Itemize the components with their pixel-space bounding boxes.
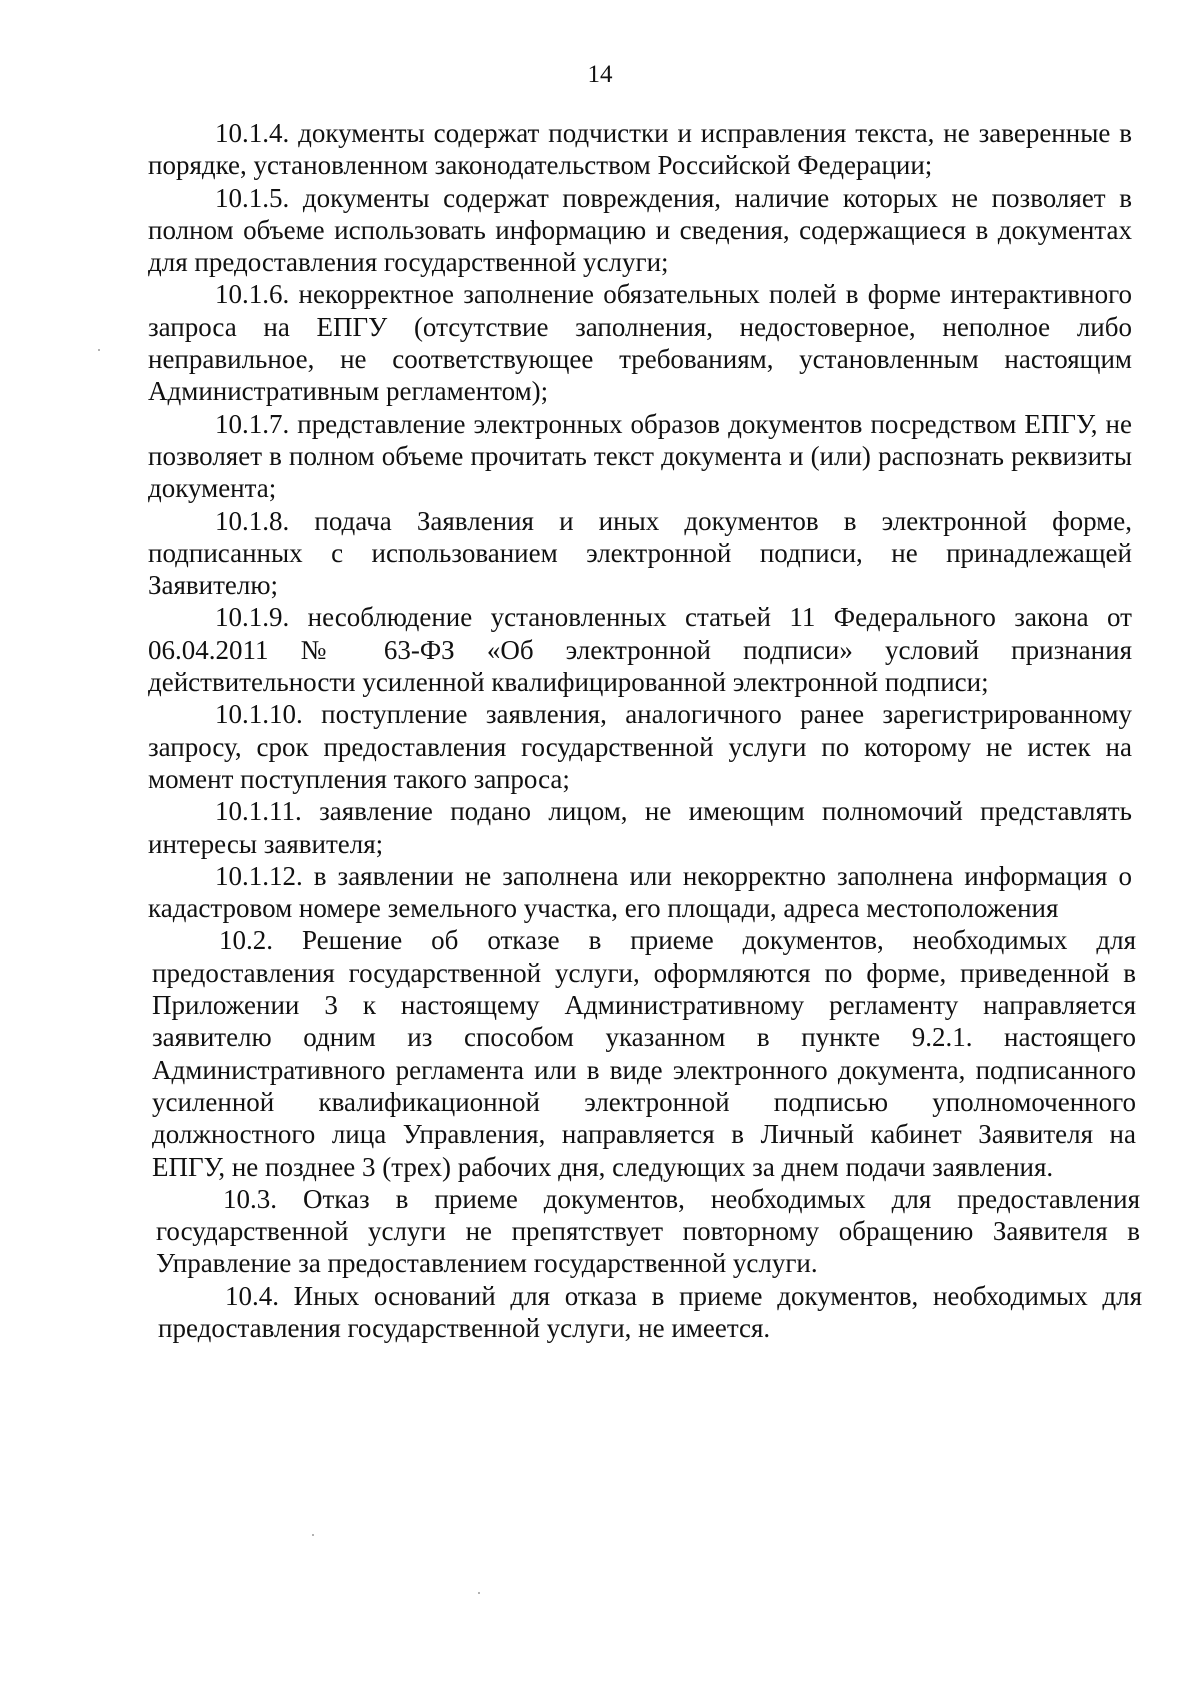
paragraph-10-1-5: 10.1.5. документы содержат повреждения, наличие которых не позволяет в полном объеме использовать информацию и сведения, содержащиеся в документах для предоставления государственной услуги; xyxy=(148,182,1132,278)
paragraph-10-2: 10.2. Решение об отказе в приеме документов, необходимых для предоставления государственной услуги, оформляются по форме, приведенной в Приложении 3 к настоящему Административному регламенту направляется заявителю одним из способом указанном в пункте 9.2.1. настоящего Административного регламента или в виде электронного документа, подписанного усиленной квалификационной электронной подписью уполномоченного должностного лица Управления, направляется в Личный кабинет Заявителя на ЕПГУ, не позднее 3 (трех) рабочих дня, следующих за днем подачи заявления. xyxy=(152,925,1136,1182)
paragraph-10-1-10: 10.1.10. поступление заявления, аналогичного ранее зарегистрированному запросу, срок предоставления государственной услуги по которому не истек на момент поступления такого запроса; xyxy=(148,699,1132,794)
paragraph-10-1-8: 10.1.8. подача Заявления и иных документов в электронной форме, подписанных с использованием электронной подписи, не принадлежащей Заявителю; xyxy=(148,505,1132,601)
scan-speck xyxy=(478,1592,480,1594)
scan-speck xyxy=(312,1534,314,1536)
paragraph-10-4: 10.4. Иных оснований для отказа в приеме документов, необходимых для предоставления государственной услуги, не имеется. xyxy=(158,1280,1142,1343)
paragraph-10-1-11: 10.1.11. заявление подано лицом, не имеющим полномочий представлять интересы заявителя; xyxy=(148,796,1132,859)
paragraph-10-3: 10.3. Отказ в приеме документов, необходимых для предоставления государственной услуги не препятствует повторному обращению Заявителя в Управление за предоставлением государственной услуги. xyxy=(156,1183,1140,1279)
document-body xyxy=(148,117,1142,1344)
paragraph-10-1-12: 10.1.12. в заявлении не заполнена или некорректно заполнена информация о кадастровом номере земельного участка, его площади, адреса местоположения xyxy=(148,860,1132,924)
paragraph-10-1-4: 10.1.4. документы содержат подчистки и исправления текста, не заверенные в порядке, установленном законодательством Российской Федерации; xyxy=(148,118,1132,181)
scan-speck xyxy=(98,349,100,351)
paragraph-10-1-7: 10.1.7. представление электронных образов документов посредством ЕПГУ, не позволяет в полном объеме прочитать текст документа и (или) распознать реквизиты документа; xyxy=(148,408,1132,504)
page-number: 14 xyxy=(587,61,613,88)
paragraph-10-1-6: 10.1.6. некорректное заполнение обязательных полей в форме интерактивного запроса на ЕПГУ (отсутствие заполнения, недостоверное, неполное либо неправильное, не соответствующее требованиям, установленным настоящим Административным регламентом); xyxy=(148,279,1132,407)
paragraph-10-1-9: 10.1.9. несоблюдение установленных статьей 11 Федерального закона от 06.04.2011 № 63-ФЗ «Об электронной подписи» условий признания действительности усиленной квалифицированной электронной подписи; xyxy=(148,602,1132,698)
